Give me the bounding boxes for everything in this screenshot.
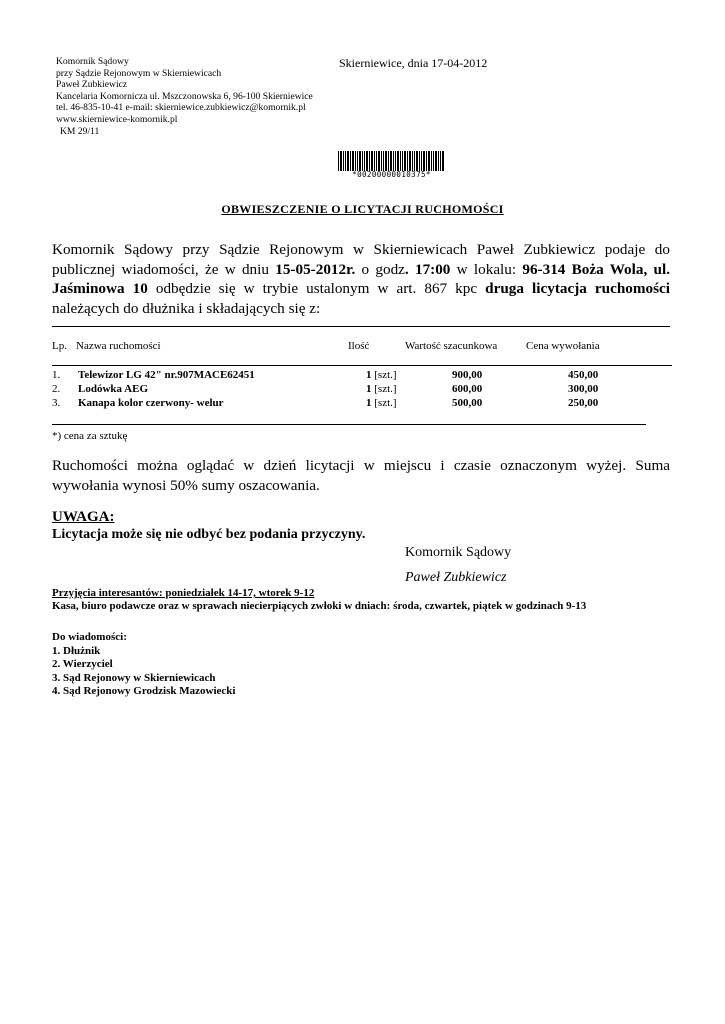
barcode: [338, 151, 445, 178]
list-item: 1. Dłużnik: [52, 644, 101, 657]
intro-text: w lokalu:: [450, 260, 523, 278]
case-number: KM 29/11: [60, 125, 100, 137]
table-row: [0, 397, 725, 411]
col-header-price: Cena wywołania: [526, 340, 600, 352]
divider: [52, 365, 672, 366]
distribution-list: [52, 631, 235, 699]
table-row: [0, 383, 725, 397]
intro-text: odbędzie się w trybie ustalonym w art. 867 kpc: [147, 280, 486, 297]
barcode-bars: [338, 151, 445, 171]
table-footnote: *) cena za sztukę: [52, 430, 128, 442]
divider: [52, 424, 646, 425]
row-lp: 1.: [52, 369, 61, 381]
intro-text: o godz: [355, 260, 405, 278]
barcode-text: *00200000010375*: [352, 170, 431, 179]
header-line: www.skierniewice-komornik.pl: [56, 113, 178, 125]
row-qty: 1 [szt.]: [366, 397, 397, 409]
signature-role: Komornik Sądowy: [405, 545, 512, 560]
divider: [52, 326, 670, 327]
table-header: [0, 340, 725, 354]
office-days: Kasa, biuro podawcze oraz w sprawach niecierpiących zwłoki w dniach: środa, czwartek, piątek w godzinach 9-13: [52, 600, 587, 612]
row-name: Lodówka AEG: [78, 383, 148, 395]
row-name: Kanapa kolor czerwony- welur: [78, 397, 224, 409]
row-qty: 1 [szt.]: [366, 383, 397, 395]
auction-location: 96-314 Boża Wola, ul. Jaśminowa 10: [52, 260, 670, 297]
row-value: 500,00: [452, 397, 483, 409]
header-line: tel. 46-835-10-41 e-mail: skierniewice.zubkiewicz@komornik.pl: [56, 102, 306, 114]
signature-name: Paweł Zubkiewicz: [405, 570, 507, 585]
distribution-heading: Do wiadomości:: [52, 631, 127, 643]
col-header-name: Nazwa ruchomości: [76, 340, 161, 352]
bailiff-header: [56, 56, 313, 137]
row-value: 600,00: [452, 383, 483, 395]
header-line: Paweł Zubkiewicz: [56, 79, 128, 91]
list-item: 2. Wierzyciel: [52, 658, 113, 671]
auction-type: druga licytacja ruchomości: [485, 280, 670, 297]
row-value: 900,00: [452, 369, 483, 381]
notice-heading: UWAGA:: [52, 509, 115, 525]
table-row: [0, 369, 725, 383]
row-price: 450,00: [568, 369, 599, 381]
place-and-date: Skierniewice, dnia 17-04-2012: [339, 56, 488, 70]
row-qty: 1 [szt.]: [366, 369, 397, 381]
row-price: 300,00: [568, 383, 599, 395]
row-name: Telewizor LG 42" nr.907MACE62451: [78, 369, 255, 381]
intro-text: należących do dłużnika i składających się z:: [52, 299, 321, 317]
list-item: 4. Sąd Rejonowy Grodzisk Mazowiecki: [52, 685, 236, 698]
header-line: przy Sądzie Rejonowym w Skierniewicach: [56, 67, 222, 79]
row-price: 250,00: [568, 397, 599, 409]
visitor-hours: Przyjęcia interesantów: poniedziałek 14-17, wtorek 9-12: [52, 587, 315, 599]
col-header-lp: Lp.: [52, 340, 67, 352]
col-header-qty: Ilość: [348, 340, 370, 352]
auction-time: . 17:00: [404, 260, 451, 278]
row-lp: 2.: [52, 383, 61, 395]
notice-title: OBWIESZCZENIE O LICYTACJI RUCHOMOŚCI: [221, 202, 504, 216]
col-header-value: Wartość szacunkowa: [405, 340, 498, 352]
notice-text: Licytacja może się nie odbyć bez podania przyczyny.: [52, 527, 366, 542]
office-hours: [52, 587, 586, 613]
viewing-paragraph: Ruchomości można oglądać w dzień licytacji w miejscu i czasie oznaczonym wyżej. Suma wywołania wynosi 50% sumy oszacowania.: [52, 457, 670, 494]
header-line: Kancelaria Komornicza ul. Mszczonowska 6, 96-100 Skierniewice: [56, 90, 313, 102]
header-line: Komornik Sądowy: [56, 56, 129, 67]
intro-text: Komornik Sądowy przy Sądzie Rejonowym w Skierniewicach Paweł Zubkiewicz podaje do publicznej wiadomości, że w dniu: [52, 241, 670, 278]
row-lp: 3.: [52, 397, 61, 409]
intro-paragraph: [52, 240, 670, 318]
auction-date: 15-05-2012r.: [275, 260, 356, 278]
list-item: 3. Sąd Rejonowy w Skierniewicach: [52, 671, 216, 684]
